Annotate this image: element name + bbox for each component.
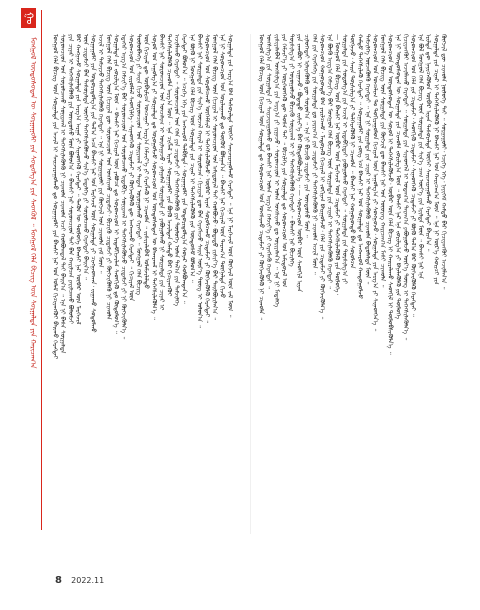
text-line: ᠡᠨᠡ ᠨᠢ ᠦᠨᠳᠦᠰᠦᠲᠡᠨ ᠦ ᠰᠤᠷᠭᠠᠯᠲᠠ ᠶᠢᠨ ᠴᠢᠬᠤᠯᠠ ᠵᠣᠷᠢᠯᠭ᠎ᠠ ᠮᠦᠨ ᠃ ᠪᠠᠭᠰᠢ ᠨᠠᠷ ᠡᠨᠡ ᠵᠣᠷᠢᠯᠭ᠎ᠠ ᠶᠢ ᠪᠡᠶᠡᠯᠡᠭᠦᠯᠬᠦ ᠶᠢᠨ ᠲᠥᠯᠦᠭᠡ xyxy=(394,34,402,320)
text-line: ᠰᠤᠷᠤᠭᠴᠢᠳ ᠤᠨ ᠰᠤᠷᠤᠯᠴᠠᠬᠤ ᠥᠬᠡᠮᠰᠢᠯ ᠢ ᠳᠡᠭᠡᠭᠰᠢᠯᠡᠭᠦᠯᠵᠦ᠂ ᠥᠪᠡᠷ ᠢᠶᠡᠨ ᠰᠤᠷᠤᠯᠴᠠᠬᠤ ᠴᠢᠳᠠᠮᠵᠢ ᠶᠢ ᠬᠥᠭᠵᠢᠭᠦᠯᠬᠦ ᠬᠡᠷᠡᠭᠲᠡᠢ ᠃ xyxy=(203,34,211,324)
header-rule xyxy=(41,10,42,530)
text-line: ᠡᠨᠡ ᠪᠦᠬᠦ ᠠᠷᠭ᠎ᠠ ᠬᠡᠮᠵᠢᠶ᠎ᠡ ᠪᠡᠷ ᠮᠣᠩᠭᠣᠯ ᠬᠡᠯᠡ ᠪᠢᠴᠢᠭ᠌ ᠦᠨ ᠰᠤᠷᠭᠠᠯᠲᠠ ᠶᠢᠨ ᠴᠢᠨᠠᠷ ᠢ ᠳᠡᠭᠡᠭᠰᠢᠯᠡᠭᠦᠯᠬᠦ ᠬᠡᠷᠡᠭᠲᠡᠢ ᠃ xyxy=(325,34,333,290)
text-line: ᠦᠨ ᠬᠢᠴᠢᠶᠡᠯ ᠳᠦ ᠥᠪᠡᠷᠮᠢᠴᠡ ᠤᠨᠴᠠᠭᠠᠢ ᠠᠷᠭ᠎ᠠ ᠬᠡᠮᠵᠢᠶ᠎ᠡ ᠶᠢ ᠬᠡᠷᠡᠭᠯᠡᠬᠦ ᠨᠢ ᠴᠢᠬᠤᠯᠠ ᠃ ᠵᠢᠱᠢᠶᠡᠯᠡᠪᠡᠯ ᠤᠯᠠᠮᠵᠢᠯᠠᠯᠲᠤ xyxy=(142,34,150,289)
text-line: ᠳᠡᠮᠵᠢᠯᠭᠡ ᠦᠵᠡᠭᠦᠯᠬᠦ ᠬᠡᠷᠡᠭᠲᠡᠢ ᠃ ᠡᠨᠡ ᠨᠢ ᠰᠤᠷᠭᠠᠯᠲᠠ ᠶᠢᠨ ᠴᠢᠨᠠᠷ ᠢ ᠳᠡᠭᠡᠭᠰᠢᠯᠡᠭᠦᠯᠬᠦ ᠴᠢᠬᠤᠯᠠ ᠪᠠᠲᠤᠯᠠᠯᠲᠠ ᠮᠦᠨ ᠃ xyxy=(363,34,371,285)
text-line: ᠮᠣᠩᠭᠣᠯ ᠬᠡᠯᠡ ᠪᠢᠴᠢᠭ᠌ ᠦᠨ ᠬᠢᠴᠢᠶᠡᠯ ᠦᠨ ᠰᠤᠷᠭᠠᠯᠲᠠ ᠳᠤ ᠰᠤᠷᠤᠭᠴᠢᠳ ᠤᠨ ᠤᠩᠰᠢᠬᠤ ᠴᠢᠳᠠᠮᠵᠢ ᠶᠢ ᠬᠥᠭᠵᠢᠭᠦᠯᠬᠦ ᠨᠢ ᠴᠢᠬᠤᠯᠠ ᠃ xyxy=(257,34,265,321)
text-block-right xyxy=(257,34,456,534)
text-line: ᠬᠡᠷᠡᠭᠲᠡᠢ ᠪᠣᠯᠤᠨ᠎ᠠ ᠃ ᠡᠴᠢᠭᠡ ᠡᠬᠡ ᠶᠢᠨ ᠠᠩᠬᠠᠷᠤᠯ ᠲᠠᠯᠪᠢᠯᠲᠠ᠂ ᠰᠤᠷᠭᠠᠭᠤᠯᠢ ᠶᠢᠨ ᠤᠳᠤᠷᠢᠳᠤᠯᠭ᠎ᠠ ᠬᠣᠶᠠᠷ ᠬᠣᠯᠪᠣᠭᠳᠠᠨ᠎ᠠ ᠃ xyxy=(180,34,188,304)
text-line: ᠰᠤᠷᠭᠠᠯᠲᠠ ᠶᠢᠨ ᠵᠣᠷᠢᠯᠭ᠎ᠠ ᠮᠦᠨ ᠃ ᠪᠠᠭᠰᠢ ᠨᠠᠷ ᠬᠢᠴᠢᠶᠡᠯ ᠦᠨ ᠶᠠᠪᠤᠴᠠ ᠳᠤ ᠰᠤᠷᠤᠭᠴᠢᠳ ᠢ ᠢᠳᠡᠪᠬᠢᠵᠢᠯᠡᠨ ᠰᠡᠳᠬᠢᠬᠦ ᠳᠤ ᠬᠥᠲᠥᠯᠦᠨ᠎ᠡ ᠃ xyxy=(112,34,120,334)
text-line: — ᠮᠣᠩᠭᠣᠯ ᠬᠡᠯᠡ ᠪᠢᠴᠢᠭ᠌ ᠦᠨ ᠪᠠᠭᠰᠢ ᠨᠠᠷ ᠥᠪᠡᠷ ᠦᠨ ᠮᠡᠷᠭᠡᠵᠢᠯ ᠦᠨ ᠴᠢᠳᠠᠮᠵᠢ ᠶᠢ ᠳᠡᠭᠡᠭᠰᠢᠯᠡᠭᠦᠯᠬᠦ ᠶᠢᠨ ᠲᠥᠯᠦᠭᠡ᠂ xyxy=(333,34,341,296)
text-line: ᠠᠵᠢᠯ ᠢ ᠳᠡᠮᠵᠢᠵᠦ ᠳᠡᠭᠡᠭᠰᠢᠯᠡᠭᠦᠯᠬᠦ ᠬᠡᠷᠡᠭᠲᠡᠢ ᠃ ᠡᠨᠡ ᠨᠢ ᠰᠤᠷᠭᠠᠭᠤᠯᠢ ᠶᠢᠨ ᠬᠥᠭᠵᠢᠯ ᠤᠨ ᠴᠢᠬᠤᠯᠠ ᠵᠠᠮ ᠮᠦᠨ ᠃ xyxy=(97,34,105,274)
running-title: ᠮᠣᠩᠭᠣᠯ ᠦᠨᠳᠦᠰᠦᠲᠡᠨ ᠦ ᠰᠤᠷᠭᠠᠭᠤᠯᠢ ᠶᠢᠨ ᠰᠤᠳᠤᠯᠭ᠎ᠠ ᠶᠢᠨ ᠰᠡᠳᠬᠦᠯ ᠃ ᠮᠣᠩᠭᠣᠯ ᠬᠡᠯᠡ ᠪᠢᠴᠢᠭ᠌ ᠦᠨ ᠰᠤᠷᠭᠠᠯᠲᠠ ᠶᠢᠨ ᠬᠠᠷᠢᠴᠠᠭ᠎ᠠ xyxy=(29,37,37,369)
text-line: ᠮᠣᠩᠭᠣᠯ ᠬᠡᠯᠡ ᠪᠢᠴᠢᠭ᠌ ᠦᠨ ᠰᠤᠷᠭᠠᠯᠲᠠ ᠶᠢᠨ ᠬᠥᠭᠵᠢᠯ ᠳᠦ ᠪᠠᠭᠰᠢ ᠨᠠᠷ ᠤᠨ ᠦᠦᠷᠡᠭ ᠬᠠᠷᠢᠴᠠᠭ᠎ᠠ ᠮᠠᠰᠢ ᠴᠢᠬᠤᠯᠠ ᠃ xyxy=(379,34,387,288)
text-line: ᠪᠠᠷ ᠬᠠᠩᠭᠠᠵᠤ ᠰᠤᠷᠭᠠᠯᠲᠠ ᠶᠢᠨ ᠠᠷᠭ᠎ᠠ ᠠᠷᠭᠠ ᠶᠢ ᠰᠢᠨᠡᠳᠭᠡᠬᠦ ᠬᠡᠷᠡᠭᠲᠡᠢ ᠃ ᠲᠡᠭᠦᠨ ᠦ ᠲᠥᠯᠦᠭᠡ ᠪᠠᠭᠰᠢ ᠨᠠᠷ ᠥᠪᠡᠷ ᠦᠨ ᠮᠡᠷᠭᠡᠵᠢᠯ xyxy=(74,34,82,325)
text-line: ᠬᠡᠯᠡ ᠶᠢᠨ ᠬᠡᠷᠡᠭᠯᠡᠭᠡ ᠶᠢᠨ ᠰᠤᠷᠭᠠᠯᠲᠠ ᠳᠤ ᠶᠠᠷᠢᠭ᠎ᠠ ᠶᠢᠨ ᠴᠢᠳᠠᠮᠵᠢ ᠶᠢ ᠳᠡᠭᠡᠭᠰᠢᠯᠡᠭᠦᠯᠬᠦ ᠨᠢ ᠴᠢᠬᠤᠯᠠ ᠠᠵᠢᠯ ᠮᠦᠨ ᠃ xyxy=(310,34,318,275)
text-block-left xyxy=(51,34,244,534)
text-line: ᠰᠤᠷᠤᠭᠴᠢᠳ ᠤᠨ ᠰᠤᠷᠤᠯᠴᠠᠬᠤ ᠰᠣᠨᠢᠷᠬᠠᠯ ᠢ ᠳᠡᠭᠡᠭᠰᠢᠯᠡᠭᠦᠯᠬᠦ ᠨᠢ ᠴᠢᠬᠤᠯᠠ ᠴᠢᠬᠤᠯᠠ ᠠᠴᠢ ᠬᠣᠯᠪᠣᠭᠳᠠᠯ ᠲᠠᠢ ᠪᠠᠢᠨ᠎ᠠ ᠃ ᠡᠨᠡ ᠨᠢ ᠪᠠᠰᠠ ᠰᠤᠷᠭᠠᠯᠲᠠ xyxy=(59,34,67,354)
text-line: ᠰᠤᠷᠤᠭᠴᠢᠳ ᠤᠨ ᠣᠨᠴᠠᠯᠢᠭ ᠲᠤ ᠲᠣᠬᠢᠷᠠᠭᠤᠯᠤᠨ ᠬᠢᠴᠢᠶᠡᠯ ᠦᠨ ᠠᠭᠤᠯᠭ᠎ᠠ ᠶᠢ ᠰᠣᠩᠭᠣᠵᠤ᠂ ᠰᠤᠷᠭᠠᠯᠲᠠ ᠶᠢᠨ ᠠᠷᠭ᠎ᠠ ᠶᠢ ᠰᠢᠨᠡᠳᠭᠡᠨ᠎ᠡ ᠃ xyxy=(371,34,379,332)
text-line: ᠡᠷᠢᠯᠲᠡ ᠳᠦ ᠨᠡᠶᠢᠴᠡᠭᠦᠯᠦᠨ ᠥᠪᠡᠷ ᠢᠶᠡᠨ ᠲᠠᠰᠤᠷᠠᠯᠲᠠ ᠦᠭᠡᠢ ᠰᠠᠢᠵᠢᠷᠠᠭᠤᠯᠬᠤ ᠬᠡᠷᠡᠭᠲᠡᠢ ᠪᠠᠢᠨ᠎ᠠ ᠃ xyxy=(424,34,432,252)
text-line: ᠲᠤᠷᠰᠢᠯᠭ᠎ᠠ ᠶᠢ ᠣᠷᠣᠭᠤᠯᠵᠤ ᠪᠢᠴᠢᠬᠦ ᠰᠣᠨᠢᠷᠬᠠᠯ ᠢ ᠨᠢ ᠳᠡᠭᠡᠭᠰᠢᠯᠡᠭᠦᠯᠬᠦ ᠬᠡᠷᠡᠭᠲᠡᠢ ᠃ ᠪᠠᠭᠰᠢ ᠨᠠᠷ ᠪᠢᠴᠢᠯᠭᠡ xyxy=(287,34,295,267)
text-line: ᠬᠥᠭᠵᠢᠯ ᠳᠦ ᠴᠢᠬᠤᠯᠠ ᠨᠥᠯᠥᠭᠡ ᠲᠠᠢ ᠃ ᠰᠤᠷᠭᠠᠭᠤᠯᠢ᠂ ᠡᠴᠢᠭᠡ ᠡᠬᠡ᠂ ᠨᠡᠶᠢᠭᠡᠮ ᠬᠠᠮᠲᠤ ᠪᠠᠷ ᠬᠢᠴᠢᠶᠡᠩᠭᠦᠢ ᠠᠵᠢᠯᠯᠠᠨ᠎ᠠ ᠃ xyxy=(439,34,447,290)
text-line: ᠪᠠᠭᠰᠢ ᠨᠠᠷ ᠰᠤᠷᠭᠠᠯᠲᠠ ᠶᠢᠨ ᠰᠢᠨ᠎ᠡ ᠦᠵᠡᠯ ᠬᠠᠷᠠᠯ ᠢ ᠰᠤᠷᠤᠯᠴᠠᠨ᠂ ᠬᠢᠴᠢᠶᠡᠯ ᠳᠦ ᠪᠡᠨ ᠬᠡᠷᠡᠭᠯᠡᠵᠦ ᠰᠠᠢᠨ ᠦᠷ᠎ᠡ ᠳᠦᠩ ᠢ ᠣᠯᠤᠨ᠎ᠠ ᠃ xyxy=(195,34,203,329)
page-number: 8 xyxy=(55,575,62,586)
header-badge-text: ᠭᠣ xyxy=(23,11,35,25)
text-line: ᠮᠣᠩᠭᠣᠯ ᠬᠡᠯᠡ ᠪᠢᠴᠢᠭ᠌ ᠦᠨ ᠬᠢᠴᠢᠶᠡᠯ ᠢ ᠰᠤᠷᠤᠭᠴᠢᠳ ᠤᠨ ᠠᠮᠢᠳᠤᠷᠠᠯ ᠲᠠᠢ ᠬᠣᠯᠪᠣᠵᠤ᠂ ᠪᠣᠳᠠᠲᠤ ᠵᠢᠱᠢᠶ᠎ᠡ ᠪᠡᠷ ᠲᠠᠢᠯᠪᠤᠷᠢᠯᠠᠨ᠎ᠠ ᠃ xyxy=(211,34,219,321)
column-gutter xyxy=(250,34,251,534)
text-line: ᠰᠤᠷᠭᠠᠯᠲᠠ ᠶᠢᠨ ᠴᠢᠨᠠᠷ ᠢ ᠳᠡᠭᠡᠭᠰᠢᠯᠡᠭᠦᠯᠬᠦ ᠨᠢ ᠪᠠᠭᠰᠢ ᠨᠠᠷ ᠤᠨ ᠬᠠᠷᠢᠴᠠᠭ᠎ᠠ ᠮᠦᠨ ᠃ ᠡᠨᠡ ᠨᠢ ᠦᠷ᠎ᠡ ᠬᠣᠢᠴᠢ ᠶᠢᠨ xyxy=(432,34,440,285)
text-line: ᠰᠤᠷᠤᠭᠴᠢᠳ ᠤᠨ ᠬᠡᠯᠡ ᠶᠢᠨ ᠴᠢᠳᠠᠮᠵᠢ᠂ ᠰᠡᠳᠬᠢᠬᠦ ᠴᠢᠳᠠᠮᠵᠢ᠂ ᠰᠢᠨᠡᠳᠭᠡᠬᠦ ᠴᠢᠳᠠᠮᠵᠢ ᠶᠢ ᠪᠦᠬᠦ ᠲᠠᠯ᠎ᠠ ᠪᠠᠷ ᠬᠥᠭᠵᠢᠭᠦᠯᠬᠦ ᠬᠡᠷᠡᠭᠲᠡᠢ ᠃ xyxy=(409,34,417,317)
text-line: ᠵᠢᠱᠢᠶᠡᠯᠡᠪᠡᠯ ᠤᠩᠰᠢᠯᠭ᠎ᠠ ᠶᠢᠨ ᠠᠷᠭ᠎ᠠ ᠶᠢ ᠵᠢᠭᠠᠵᠤ᠂ ᠰᠤᠷᠤᠭᠴᠢᠳ ᠢ ᠣᠯᠠᠨ ᠤᠩᠰᠢᠬᠤ ᠳᠤ ᠤᠷᠢᠶᠠᠯᠠᠨ᠎ᠠ ᠃ ᠡᠨᠡ ᠨᠢ ᠮᠡᠳᠡᠯᠭᠡ xyxy=(272,34,280,308)
text-line: ᠶᠢᠨ ᠵᠠᠭᠪᠤᠷ ᠢ ᠵᠢᠭᠠᠵᠤ᠂ ᠪᠣᠳᠠᠲᠤ ᠵᠢᠱᠢᠶ᠎ᠡ ᠪᠡᠷ ᠬᠥᠲᠥᠯᠪᠦᠷᠢᠯᠡᠨ᠎ᠡ ᠃ — ᠰᠤᠷᠤᠭᠴᠢᠳ ᠥᠪᠡᠷ ᠦᠨ ᠰᠡᠳᠬᠢᠯ ᠢᠶᠡᠨ xyxy=(295,34,303,293)
text-line: ᠴᠢᠯᠦᠭᠡᠲᠡᠢ ᠢᠯᠡᠷᠡᠭᠦᠯᠬᠦ ᠳᠦ ᠰᠤᠷᠤᠨ᠎ᠠ ᠃ ᠡᠨᠡ ᠨᠢ ᠪᠢᠴᠢᠬᠦ ᠴᠢᠳᠠᠮᠵᠢ ᠶᠢᠨ ᠦᠨᠳᠦᠰᠦ ᠮᠦᠨ ᠃ xyxy=(303,34,311,238)
text-line: ᠰᠤᠷᠤᠭᠴᠢᠳ ᠤᠨ ᠵᠢᠷᠤᠮᠯᠠᠯ ᠰᠡᠳᠬᠢᠯᠭᠡ᠂ ᠰᠢᠨᠡᠳᠭᠡᠬᠦ ᠴᠢᠳᠠᠮᠵᠢ ᠶᠢ ᠬᠥᠭᠵᠢᠭᠦᠯᠬᠦ ᠳᠦ ᠠᠩᠬᠠᠷᠬᠤ ᠬᠡᠷᠡᠭᠲᠡᠢ ᠃ ᠬᠢᠴᠢᠶᠡᠯ ᠦᠨ xyxy=(127,34,135,302)
text-line: ᠰᠤᠷᠭᠠᠭᠤᠯᠢ ᠶᠢᠨ ᠤᠳᠤᠷᠢᠳᠤᠯᠭ᠎ᠠ ᠶᠢᠨ ᠲᠠᠯ᠎ᠠ ᠠᠴᠠ ᠪᠠᠭᠰᠢ ᠨᠠᠷ ᠤᠨ ᠮᠡᠷᠭᠡᠵᠢᠯ ᠦᠨ ᠰᠤᠷᠭᠠᠯᠲᠠ ᠶᠢ ᠴᠢᠩᠭᠠᠳᠬᠠᠨ᠂ ᠵᠢᠭᠠᠬᠤ ᠰᠤᠳᠤᠯᠬᠤ xyxy=(89,34,97,333)
text-line: ᠰᠤᠶᠤᠯ ᠤᠨ ᠠᠭᠤᠯᠭ᠎ᠠ ᠶᠢ ᠰᠤᠷᠭᠠᠯᠲᠠ ᠳᠤ ᠣᠷᠣᠭᠤᠯᠵᠤ ᠰᠤᠷᠤᠭᠴᠢᠳ ᠤᠨ ᠦᠨᠳᠦᠰᠦᠲᠡᠨ ᠦ ᠪᠠᠬᠠᠷᠬᠠᠯ ᠢ ᠳᠡᠭᠡᠭᠰᠢᠯᠡᠭᠦᠯᠨ᠎ᠡ ᠃ xyxy=(150,34,158,320)
text-line: ᠤᠩᠰᠢᠯᠭ᠎ᠠ ᠶᠢᠨ ᠰᠤᠷᠭᠠᠯᠲᠠ ᠶᠢ ᠰᠠᠢᠵᠢᠷᠠᠭᠤᠯᠬᠤ ᠳᠤ ᠪᠠᠭᠰᠢ ᠨᠠᠷ ᠣᠯᠠᠨ ᠠᠷᠭ᠎ᠠ ᠬᠡᠮᠵᠢᠶ᠎ᠡ ᠶᠢ ᠬᠡᠷᠡᠭᠯᠡᠬᠦ ᠬᠡᠷᠡᠭᠲᠡᠢ ᠃ xyxy=(265,34,273,290)
text-line: ᠳᠡᠭᠡᠭᠰᠢᠯᠡᠭᠦᠯᠬᠦ ᠴᠢᠬᠤᠯᠠ ᠠᠷᠭ᠎ᠠ ᠮᠦᠨ ᠃ ᠡᠨᠡ ᠴᠢᠭᠯᠡᠯ ᠢᠶᠡᠷ ᠰᠤᠷᠭᠠᠭᠤᠯᠢ ᠶᠢᠨ ᠪᠦᠬᠦ ᠠᠵᠢᠯᠲᠠᠨ ᠬᠠᠮᠲᠤ ᠪᠠᠷ ᠬᠢᠴᠢᠶᠡᠩᠭᠦᠢ xyxy=(165,34,173,297)
text-line: ᠡᠳᠡᠭᠡᠷ ᠠᠷᠭ᠎ᠠ ᠬᠡᠮᠵᠢᠶ᠎ᠡ ᠪᠡᠷ ᠰᠤᠷᠤᠭᠴᠢᠳ ᠤᠨ ᠰᠤᠷᠤᠯᠴᠠᠬᠤ ᠢᠳᠡᠪᠬᠢ ᠰᠣᠨᠢᠷᠬᠠᠯ ᠢ ᠳᠡᠭᠡᠭᠰᠢᠯᠡᠭᠦᠯᠵᠦ ᠴᠢᠳᠠᠮᠵᠢ ᠶᠢ ᠨᠢ ᠬᠥᠭᠵᠢᠭᠦᠯᠨ᠎ᠡ ᠃ xyxy=(119,34,127,340)
text-line: ᠮᠣᠩᠭᠣᠯ ᠬᠡᠯᠡ ᠪᠢᠴᠢᠭ᠌ ᠦᠨ ᠬᠢᠴᠢᠶᠡᠯ ᠳᠦ ᠰᠤᠷᠤᠭᠴᠢᠳ ᠤᠨ ᠤᠩᠰᠢᠬᠤ ᠴᠢᠳᠠᠮᠵᠢ᠂ ᠪᠢᠴᠢᠬᠦ ᠴᠢᠳᠠᠮᠵᠢ ᠶᠢ ᠬᠥᠭᠵᠢᠭᠦᠯᠬᠦ ᠨᠢ ᠴᠢᠬᠤᠯᠠ xyxy=(104,34,112,320)
text-line: ᠦᠨ ᠴᠢᠳᠠᠮᠵᠢ ᠪᠠᠨ ᠲᠠᠰᠤᠷᠠᠯᠲᠠ ᠦᠭᠡᠢ ᠳᠡᠭᠡᠭᠰᠢᠯᠡᠭᠦᠯᠵᠦ ᠰᠢᠨ᠎ᠡ ᠮᠡᠳᠡᠯᠭᠡ ᠶᠢ ᠰᠤᠷᠤᠯᠴᠠᠬᠤ ᠬᠡᠷᠡᠭᠲᠡᠢ ᠪᠠᠢᠨ᠎ᠠ ᠃ xyxy=(81,34,89,280)
text-line: ᠶᠢᠨ ᠬᠡᠮᠵᠢᠶ᠎ᠡ ᠶᠢ ᠥᠷᠭᠡᠳᠭᠡᠬᠦ ᠳᠦ ᠲᠤᠰᠠ ᠲᠠᠢ ᠃ ᠪᠢᠴᠢᠯᠭᠡ ᠶᠢᠨ ᠰᠤᠷᠭᠠᠯᠲᠠ ᠳᠤ ᠰᠤᠷᠤᠭᠴᠢᠳ ᠤᠨ ᠠᠮᠢᠳᠤᠷᠠᠯ ᠤᠨ xyxy=(280,34,288,288)
text-line: ᠡᠨᠡ ᠪᠣᠯ ᠮᠣᠩᠭᠣᠯ ᠬᠡᠯᠡ ᠪᠢᠴᠢᠭ᠌ ᠦᠨ ᠰᠤᠷᠭᠠᠯᠲᠠ ᠶᠢᠨ ᠰᠢᠨ᠎ᠡ ᠴᠠᠭ ᠦᠶ᠎ᠡ ᠶᠢᠨ ᠡᠷᠢᠯᠲᠡ ᠮᠦᠨ ᠃ ᠪᠠᠭᠰᠢ ᠨᠠᠷ ᠡᠨᠡ xyxy=(417,34,425,279)
page-footer xyxy=(55,575,104,586)
text-line: ᠰᠤᠷᠤᠭᠴᠢᠳ ᠤᠨ ᠦᠨᠳᠦᠰᠦᠲᠡᠨ ᠦ ᠰᠣᠶᠤᠯ ᠢ ᠳᠡᠭᠡᠭᠰᠢᠯᠡᠭᠦᠯᠵᠦ᠂ ᠥᠪᠡᠷ ᠦᠨ ᠬᠡᠯᠡ ᠪᠢᠴᠢᠭ᠌ ᠢ ᠬᠠᠢᠷᠠᠯᠠᠬᠤ ᠰᠡᠳᠬᠢᠯ ᠢ ᠲᠥᠯᠦᠪᠰᠢᠭᠦᠯᠨ᠎ᠡ ᠃ xyxy=(386,34,394,355)
header-badge xyxy=(21,8,36,28)
text-line: ᠡᠨᠡ ᠪᠦᠬᠦ ᠨᠢ ᠮᠣᠩᠭᠣᠯ ᠬᠡᠯᠡ ᠪᠢᠴᠢᠭ᠌ ᠦᠨ ᠰᠤᠷᠭᠠᠯᠲᠠ ᠶᠢᠨ ᠴᠢᠨᠠᠷ ᠢ ᠳᠡᠭᠡᠭᠰᠢᠯᠡᠭᠦᠯᠬᠦ ᠶᠢᠨ ᠦᠨᠳᠦᠰᠦ ᠪᠣᠯᠤᠨ᠎ᠠ ᠃ xyxy=(188,34,196,283)
text-line: ᠶᠢᠨ ᠴᠢᠨᠠᠷ ᠢ ᠳᠡᠭᠡᠭᠰᠢᠯᠡᠭᠦᠯᠬᠦ ᠶᠢᠨ ᠦᠨᠳᠦᠰᠦ ᠮᠦᠨ ᠪᠣᠯᠤᠨ᠎ᠠ ᠃ ᠪᠠᠭᠰᠢ ᠨᠠᠷ ᠰᠤᠷᠤᠭᠴᠢᠳ ᠲᠠᠢ ᠪᠠᠨ ᠬᠠᠷᠢᠯᠴᠠᠨ ᠶᠠᠷᠢᠯᠴᠠᠬᠤ ᠪᠣᠯᠤᠮᠵᠢ xyxy=(66,34,74,325)
text-line: ᠮᠣᠩᠭᠣᠯ ᠬᠡᠯᠡ ᠪᠢᠴᠢᠭ᠌ ᠦᠨ ᠰᠤᠷᠭᠠᠯᠲᠠ ᠶᠢᠨ ᠠᠵᠢᠯ ᠢ ᠰᠠᠢᠵᠢᠷᠠᠭᠤᠯᠬᠤ ᠳᠤ ᠰᠤᠷᠭᠠᠭᠤᠯᠢ ᠶᠢᠨ ᠪᠠᠭᠰᠢ ᠨᠠᠷ ᠤᠨ ᠤᠯᠠᠮ ᠬᠢᠴᠢᠶᠡᠩᠭᠦᠢ ᠪᠠᠢᠬᠤ ᠬᠡᠷᠡᠭᠲᠡᠢ xyxy=(51,34,59,360)
text-line: ᠲᠥᠯᠥᠪᠯᠡᠭᠡ ᠶᠢ ᠰᠠᠢᠨ ᠬᠢᠵᠦ ᠰᠤᠷᠤᠭᠴᠢᠳ ᠤᠨ ᠰᠣᠨᠢᠷᠬᠠᠯ ᠢ ᠲᠠᠲᠠᠨ ᠣᠷᠣᠭᠤᠯᠬᠤ ᠬᠡᠷᠡᠭᠲᠡᠢ ᠃ ᠮᠣᠩᠭᠣᠯ ᠬᠡᠯᠡ ᠪᠢᠴᠢᠭ᠌ xyxy=(135,34,143,296)
text-line: ᠰᠤᠷᠭᠠᠯᠲᠠ ᠶᠢᠨ ᠰᠤᠳᠤᠯᠭ᠎ᠠ ᠶᠢᠨ ᠠᠵᠢᠯ ᠢ ᠢᠳᠡᠪᠬᠢᠲᠡᠢ ᠶᠠᠪᠤᠭᠤᠯᠬᠤ ᠬᠡᠷᠡᠭᠲᠡᠢ ᠃ ᠰᠤᠷᠭᠠᠯᠲᠠ ᠶᠢᠨ ᠲᠤᠷᠰᠢᠯᠭ᠎ᠠ ᠶᠢ xyxy=(341,34,349,285)
issue-date: 2022.11 xyxy=(71,576,105,585)
text-line: ᠳᠦᠭᠨᠡᠵᠦ᠂ ᠰᠠᠢᠨ ᠲᠤᠷᠰᠢᠯᠭ᠎ᠠ ᠶᠢ ᠳᠡᠯᠭᠡᠷᠡᠭᠦᠯᠬᠦ ᠨᠢ ᠴᠢᠬᠤᠯᠠ ᠃ ᠪᠠᠭᠰᠢ ᠨᠠᠷ ᠬᠣᠭᠣᠷᠣᠨᠳᠤ ᠪᠡᠨ ᠰᠤᠷᠤᠯᠴᠠᠨ xyxy=(348,34,356,269)
text-line: ᠪᠠᠭᠰᠢ ᠨᠠᠷ ᠰᠤᠷᠤᠭᠴᠢᠳ ᠤᠨ ᠣᠨᠴᠠᠯᠢᠭ ᠢ ᠣᠢᠯᠠᠭᠠᠵᠤ᠂ ᠶᠠᠯᠭᠠᠮᠠᠯ ᠰᠤᠷᠭᠠᠯᠲᠠ ᠶᠢ ᠶᠠᠪᠤᠭᠤᠯᠬᠤ ᠨᠢ ᠰᠤᠷᠭᠠᠯᠲᠠ ᠶᠢᠨ ᠴᠢᠨᠠᠷ ᠢ xyxy=(157,34,165,311)
text-line: ᠡᠨᠡ ᠨᠢ ᠰᠤᠷᠤᠭᠴᠢᠳ ᠤᠨ ᠣᠢᠯᠠᠭᠠᠬᠤ ᠳᠤ ᠳᠥᠭᠥᠮ ᠪᠣᠯᠭᠠᠨ᠎ᠠ ᠃ ᠪᠠᠭᠰᠢ ᠨᠠᠷ ᠬᠢᠴᠢᠶᠡᠯ ᠦᠨ ᠳᠠᠷᠠᠭ᠎ᠠ ᠳᠦᠭᠨᠡᠯᠲᠡ ᠬᠢᠵᠦ xyxy=(218,34,226,299)
text-line: ᠠᠵᠢᠯᠯᠠᠬᠤ ᠬᠡᠷᠡᠭᠲᠡᠢ ᠃ ᠰᠤᠷᠤᠭᠴᠢᠳ ᠤᠨ ᠬᠡᠯᠡ ᠶᠢᠨ ᠴᠢᠳᠠᠮᠵᠢ ᠶᠢ ᠳᠡᠭᠡᠭᠰᠢᠯᠡᠭᠦᠯᠬᠦ ᠶᠢᠨ ᠲᠥᠯᠦᠭᠡ ᠣᠯᠠᠨ ᠲᠠᠯ᠎ᠠ ᠶᠢᠨ ᠳᠡᠮᠵᠢᠯᠭᠡ xyxy=(173,34,181,307)
text-line: ᠰᠤᠷᠭᠠᠯᠲᠠ ᠶᠢᠨ ᠠᠷᠭ᠎ᠠ ᠪᠠᠨ ᠲᠠᠰᠤᠷᠠᠯᠲᠠ ᠦᠭᠡᠢ ᠰᠠᠢᠵᠢᠷᠠᠭᠤᠯᠬᠤ ᠬᠡᠷᠡᠭᠲᠡᠢ ᠃ ᠡᠨᠡ ᠨᠢ ᠮᠡᠷᠭᠡᠵᠢᠯ ᠦᠨ ᠬᠥᠭᠵᠢᠯ ᠦᠨ ᠵᠠᠮ ᠮᠦᠨ ᠃ xyxy=(226,34,234,318)
text-line: ᠰᠤᠷᠤᠭᠴᠢᠳ ᠬᠣᠭᠣᠷᠣᠨᠳᠤ ᠪᠡᠨ ᠶᠠᠷᠢᠯᠴᠠᠬᠤ᠂ ᠮᠡᠲᠦᠷᠡᠬᠦ ᠬᠢᠴᠢᠶᠡᠯ ᠢ ᠵᠣᠬᠢᠶᠠᠨ ᠪᠠᠢᠭᠤᠯᠵᠤ᠂ ᠬᠡᠯᠡ ᠶᠢᠨ ᠴᠢᠳᠠᠮᠵᠢ ᠶᠢ ᠬᠥᠭᠵᠢᠭᠦᠯᠨ᠎ᠡ ᠃ xyxy=(318,34,326,320)
text-line: ᠬᠠᠮᠲᠤ ᠳᠡᠭᠡᠭᠰᠢᠯᠡᠬᠦ ᠬᠡᠷᠡᠭᠲᠡᠢ ᠃ ᠰᠤᠷᠭᠠᠭᠤᠯᠢ ᠶᠢᠨ ᠵᠦᠭ ᠡᠴᠡ ᠪᠠᠭᠰᠢ ᠨᠠᠷ ᠤᠨ ᠰᠤᠷᠭᠠᠯᠲᠠ ᠳᠤ ᠠᠩᠬᠠᠷᠤᠯ ᠬᠠᠨᠳᠤᠭᠤᠯᠵᠤ xyxy=(356,34,364,299)
text-line: ᠬᠢᠴᠢᠶᠡᠩᠭᠦᠢ ᠠᠵᠢᠯᠯᠠᠬᠤ ᠬᠡᠷᠡᠭᠲᠡᠢ ᠃ ᠰᠤᠷᠭᠠᠯᠲᠠ ᠶᠢᠨ ᠰᠢᠨᠡᠳᠭᠡᠯ ᠢ ᠤᠳᠠᠭ᠎ᠠ ᠳᠠᠷᠠᠭ᠎ᠠ ᠶᠠᠪᠤᠭᠤᠯᠵᠤ ᠦᠷ᠎ᠡ ᠳᠦᠩ ᠢ ᠳᠡᠭᠡᠭᠰᠢᠯᠡᠭᠦᠯᠨ᠎ᠡ ᠃ xyxy=(401,34,409,341)
